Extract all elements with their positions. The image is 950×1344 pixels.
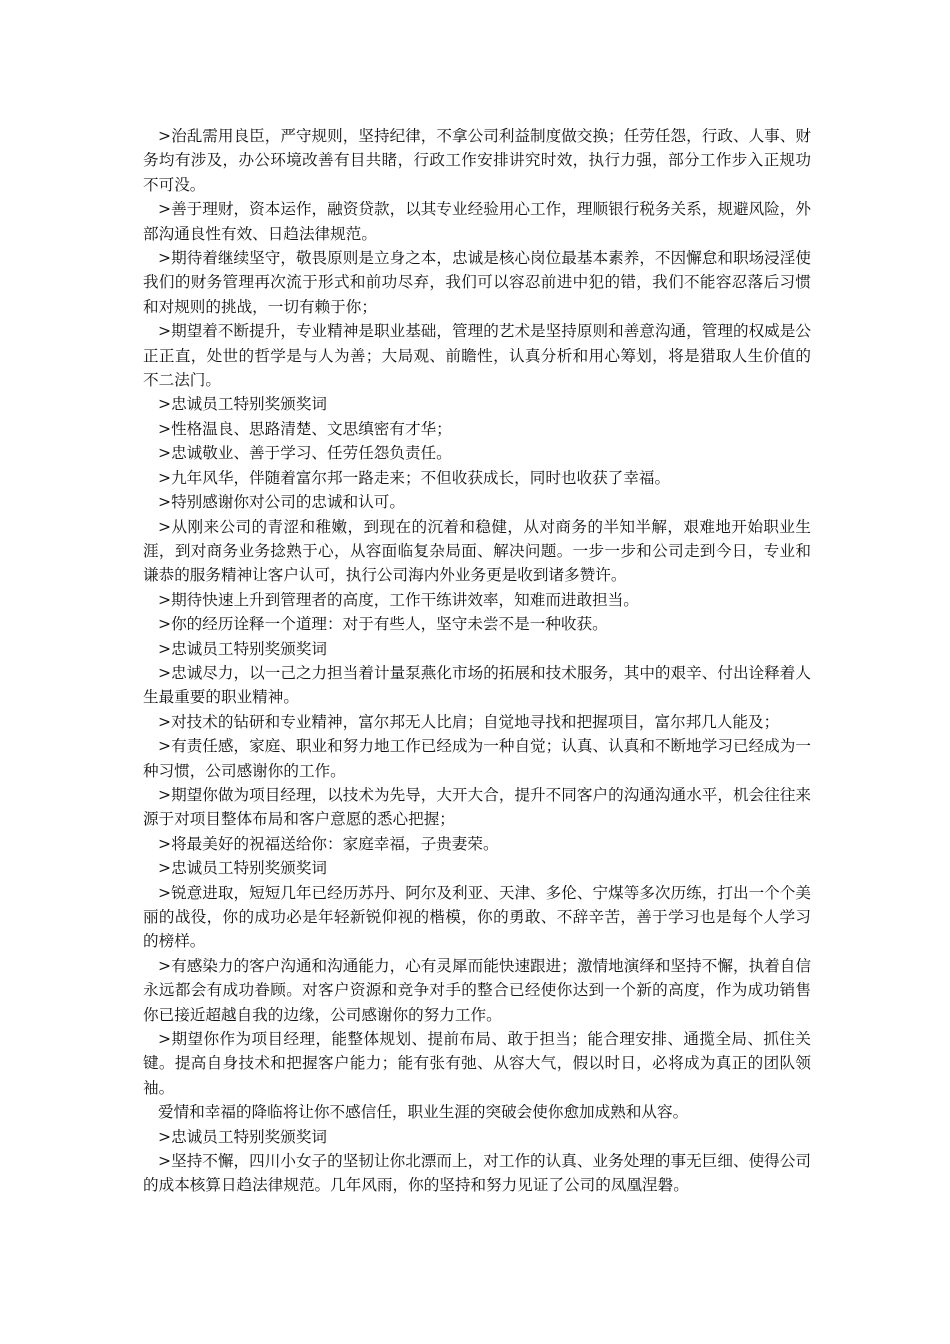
paragraph: >期待快速上升到管理者的高度，工作干练讲效率，知难而进敢担当。 bbox=[158, 590, 639, 609]
paragraph: >期望你作为项目经理，能整体规划、提前布局、敢于担当；能合理安排、通揽全局、抓住关键。提高自身技术和把握客户能力；能有张有弛、从容大气，假以时日，必将成为真正的团队领袖。 bbox=[143, 1030, 811, 1097]
paragraph: >期待着继续坚守，敬畏原则是立身之本，忠诚是核心岗位最基本素养，不因懈怠和职场浸淫使我们的财务管理再次流于形式和前功尽弃，我们可以容忍前进中犯的错，我们不能容忍落后习惯和对规则的挑战，一切有赖于你； bbox=[143, 249, 811, 316]
section-heading: >忠诚员工特别奖颁奖词 bbox=[158, 859, 328, 878]
paragraph: >性格温良、思路清楚、文思缜密有才华； bbox=[158, 419, 452, 438]
section-heading: >忠诚员工特别奖颁奖词 bbox=[158, 1127, 328, 1146]
paragraph: >有责任感，家庭、职业和努力地工作已经成为一种自觉；认真、认真和不断地学习已经成为一种习惯，公司感谢你的工作。 bbox=[143, 737, 811, 780]
section-heading: >忠诚员工特别奖颁奖词 bbox=[158, 639, 328, 658]
document-page bbox=[143, 124, 811, 1198]
paragraph: >有感染力的客户沟通和沟通能力，心有灵犀而能快速跟进；激情地演绎和坚持不懈，执着自信永远都会有成功眷顾。对客户资源和竞争对手的整合已经使你达到一个新的高度，作为成功销售你已接近超越自我的边缘，公司感谢你的努力工作。 bbox=[143, 956, 811, 1024]
paragraph: >善于理财，资本运作，融资贷款，以其专业经验用心工作，理顺银行税务关系，规避风险，外部沟通良性有效、日趋法律规范。 bbox=[143, 200, 811, 243]
paragraph: >期望着不断提升，专业精神是职业基础，管理的艺术是坚持原则和善意沟通，管理的权威是公正正直，处世的哲学是与人为善；大局观、前瞻性，认真分析和用心筹划，将是猎取人生价值的不二法门。 bbox=[143, 322, 811, 390]
paragraph: >特别感谢你对公司的忠诚和认可。 bbox=[158, 493, 405, 512]
paragraph: >忠诚敬业、善于学习、任劳任怨负责任。 bbox=[158, 444, 452, 463]
paragraph: >对技术的钻研和专业精神，富尔邦无人比肩；自觉地寻找和把握项目，富尔邦几人能及； bbox=[158, 712, 780, 731]
paragraph: >从刚来公司的青涩和稚嫩，到现在的沉着和稳健，从对商务的半知半解，艰难地开始职业生涯，到对商务业务捻熟于心，从容面临复杂局面、解决问题。一步一步和公司走到今日，专业和谦恭的服务精神让客户认可，执行公司海内外业务更是收到诸多赞许。 bbox=[143, 517, 811, 585]
paragraph: >九年风华，伴随着富尔邦一路走来；不但收获成长，同时也收获了幸福。 bbox=[158, 468, 671, 487]
paragraph: >坚持不懈，四川小女子的坚韧让你北漂而上，对工作的认真、业务处理的事无巨细、使得公司的成本核算日趋法律规范。几年风雨，你的坚持和努力见证了公司的凤凰涅磐。 bbox=[143, 1152, 811, 1195]
paragraph: >你的经历诠释一个道理：对于有些人，坚守未尝不是一种收获。 bbox=[158, 615, 608, 634]
paragraph: >期望你做为项目经理，以技术为先导，大开大合，提升不同客户的沟通沟通水平，机会往往来源于对项目整体布局和客户意愿的悉心把握； bbox=[143, 785, 811, 829]
paragraph: 爱情和幸福的降临将让你不感信任，职业生涯的突破会使你愈加成熟和从容。 bbox=[158, 1103, 689, 1122]
paragraph: >治乱需用良臣，严守规则，坚持纪律，不拿公司利益制度做交换；任劳任怨，行政、人事、财务均有涉及，办公环境改善有目共睹，行政工作安排讲究时效，执行力强，部分工作步入正规功不可没。 bbox=[143, 127, 811, 194]
paragraph: >忠诚尽力，以一己之力担当着计量泵燕化市场的拓展和技术服务，其中的艰辛、付出诠释着人生最重要的职业精神。 bbox=[143, 663, 811, 707]
section-heading: >忠诚员工特别奖颁奖词 bbox=[158, 395, 328, 414]
paragraph: >将最美好的祝福送给你：家庭幸福，子贵妻荣。 bbox=[158, 834, 499, 853]
paragraph: >锐意进取，短短几年已经历苏丹、阿尔及利亚、天津、多伦、宁煤等多次历练，打出一个个美丽的战役，你的成功必是年轻新锐仰视的楷模，你的勇敢、不辞辛苦，善于学习也是每个人学习的榜样。 bbox=[143, 883, 811, 951]
